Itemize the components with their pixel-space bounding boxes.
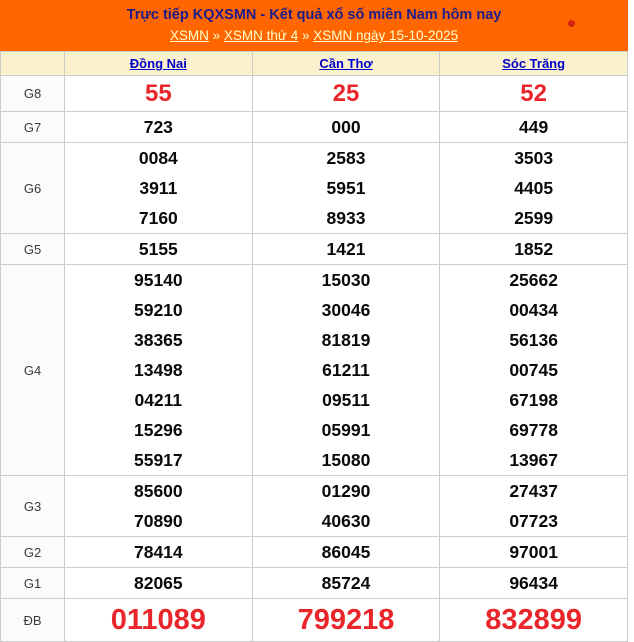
prize-row-G2: [1, 537, 628, 568]
column-header-row: [1, 52, 628, 76]
prize-row-G4: [1, 265, 628, 476]
result-cell: [65, 599, 253, 642]
result-number: 95140: [133, 270, 183, 290]
prize-label: G3: [1, 476, 65, 537]
result-cell: [252, 537, 440, 568]
result-number: 56136: [509, 330, 558, 350]
result-number: 70890: [133, 511, 183, 531]
result-number: 799218: [297, 604, 395, 636]
result-cell: [65, 76, 253, 112]
result-cell: [65, 476, 253, 537]
result-cell: [440, 265, 628, 476]
prize-row-G7: [1, 112, 628, 143]
column-header: [252, 52, 440, 76]
result-number: 81819: [321, 330, 371, 350]
breadcrumb-separator: »: [298, 28, 314, 43]
result-number: 15296: [133, 420, 183, 440]
result-cell: [252, 265, 440, 476]
result-cell: [252, 476, 440, 537]
result-cell: [65, 568, 253, 599]
result-cell: [440, 476, 628, 537]
result-number: 07723: [509, 511, 558, 531]
result-cell: [252, 568, 440, 599]
prize-row-ĐB: [1, 599, 628, 642]
result-number: 15030: [321, 270, 371, 290]
prize-label: G1: [1, 568, 65, 599]
prize-row-G6: [1, 143, 628, 234]
result-number: 3503: [514, 148, 554, 168]
result-number: 0084: [138, 148, 178, 168]
result-number: 55: [144, 80, 172, 107]
result-number: 78414: [133, 542, 183, 562]
prize-label: G4: [1, 265, 65, 476]
column-header: [440, 52, 628, 76]
result-number: 01290: [321, 481, 371, 501]
breadcrumb-link[interactable]: XSMN thứ 4: [223, 28, 299, 43]
column-header-link[interactable]: Cần Thơ: [319, 56, 373, 71]
result-number: 67198: [509, 390, 558, 410]
result-number: 85724: [321, 573, 371, 593]
result-number: 04211: [134, 390, 183, 410]
result-cell: [252, 143, 440, 234]
result-number: 000: [331, 117, 361, 137]
prize-label: G2: [1, 537, 65, 568]
result-number: 13498: [133, 360, 183, 380]
result-number: 05991: [321, 420, 371, 440]
prize-label: G7: [1, 112, 65, 143]
result-number: 96434: [509, 573, 558, 593]
result-number: 8933: [326, 208, 366, 228]
result-number: 27437: [509, 481, 558, 501]
prize-label: G8: [1, 76, 65, 112]
result-number: 38365: [133, 330, 183, 350]
result-cell: [440, 599, 628, 642]
result-number: 2599: [514, 208, 554, 228]
result-number: 86045: [321, 542, 371, 562]
result-number: 25662: [509, 270, 558, 290]
result-number: 97001: [509, 542, 558, 562]
breadcrumb-link[interactable]: XSMN ngày 15-10-2025: [313, 28, 459, 43]
result-number: 832899: [485, 604, 583, 636]
column-header-link[interactable]: Sóc Trăng: [502, 56, 566, 71]
result-cell: [65, 234, 253, 265]
result-cell: [65, 537, 253, 568]
result-cell: [252, 599, 440, 642]
result-cell: [65, 143, 253, 234]
result-number: 85600: [133, 481, 183, 501]
result-cell: [65, 112, 253, 143]
result-number: 59210: [133, 300, 183, 320]
result-number: 2583: [326, 148, 366, 168]
result-number: 09511: [322, 390, 370, 410]
result-number: 30046: [321, 300, 371, 320]
result-cell: [440, 112, 628, 143]
result-number: 13967: [509, 450, 558, 470]
result-number: 5951: [326, 178, 366, 198]
result-cell: [440, 568, 628, 599]
prize-label: G5: [1, 234, 65, 265]
prize-row-G5: [1, 234, 628, 265]
result-number: 7160: [138, 208, 178, 228]
banner: [0, 0, 628, 51]
result-cell: [65, 265, 253, 476]
result-cell: [440, 537, 628, 568]
result-number: 1852: [514, 239, 554, 259]
result-number: 449: [519, 117, 549, 137]
prize-label: ĐB: [1, 599, 65, 642]
result-number: 3911: [139, 178, 178, 198]
result-number: 82065: [133, 573, 183, 593]
breadcrumb-separator: »: [208, 28, 224, 43]
result-number: 4405: [514, 178, 554, 198]
result-number: 00745: [509, 360, 558, 380]
column-header: [65, 52, 253, 76]
result-number: 723: [143, 117, 173, 137]
corner-cell: [1, 52, 65, 76]
result-cell: [440, 143, 628, 234]
result-number: 52: [520, 80, 547, 107]
result-number: 25: [332, 80, 360, 107]
prize-row-G8: [1, 76, 628, 112]
result-number: 1421: [326, 239, 366, 259]
result-number: 5155: [138, 239, 178, 259]
result-number: 011089: [110, 604, 206, 636]
prize-row-G3: [1, 476, 628, 537]
result-number: 69778: [509, 420, 558, 440]
result-number: 00434: [509, 300, 558, 320]
column-header-link[interactable]: Đồng Nai: [129, 56, 187, 71]
result-cell: [252, 76, 440, 112]
results-table: [0, 51, 628, 642]
result-number: 15080: [321, 450, 371, 470]
page-title: Trực tiếp KQXSMN - Kết quả xổ số miền Nam hôm nay: [126, 7, 502, 23]
live-indicator-dot: [568, 20, 575, 27]
result-number: 61211: [322, 360, 370, 380]
breadcrumb: [0, 26, 628, 45]
result-cell: [440, 234, 628, 265]
result-cell: [252, 234, 440, 265]
results-body: [1, 76, 628, 642]
result-cell: [252, 112, 440, 143]
result-number: 40630: [321, 511, 371, 531]
prize-row-G1: [1, 568, 628, 599]
result-cell: [440, 76, 628, 112]
breadcrumb-link[interactable]: XSMN: [169, 28, 209, 43]
result-number: 55917: [133, 450, 183, 470]
prize-label: G6: [1, 143, 65, 234]
